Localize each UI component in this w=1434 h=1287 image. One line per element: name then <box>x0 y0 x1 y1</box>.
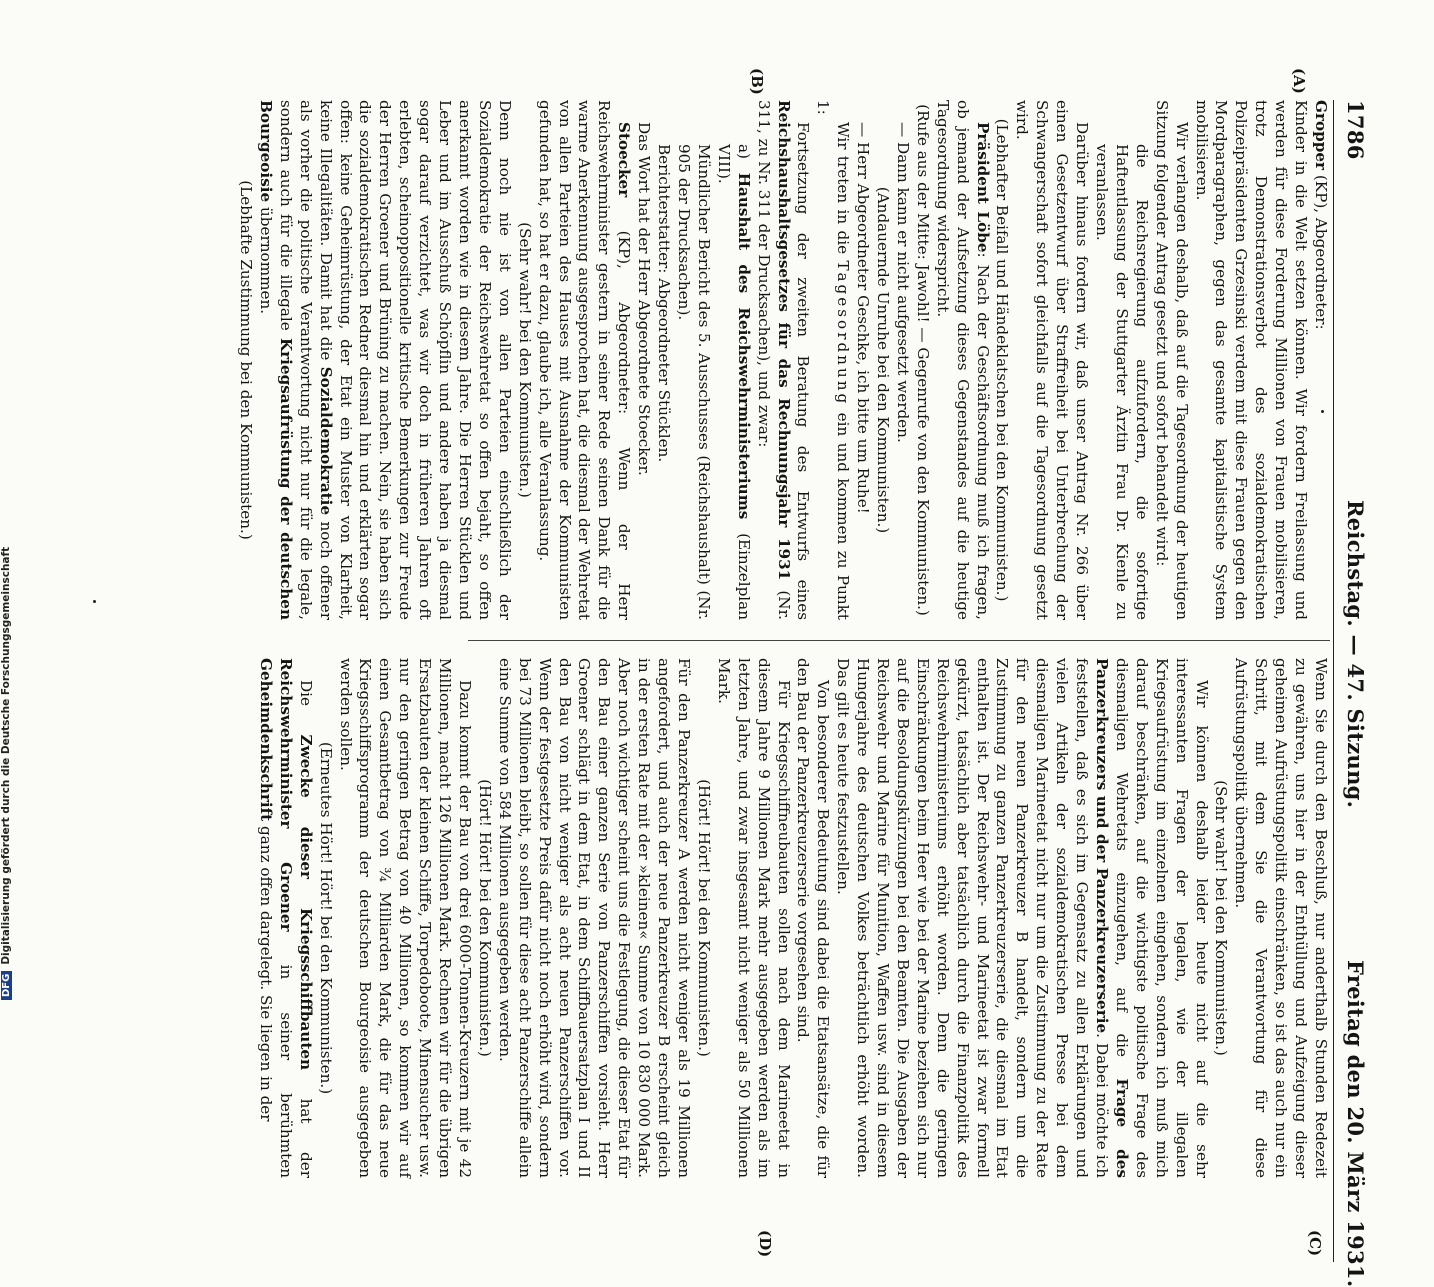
paragraph: Berichterstatter: Abgeordneter Stücklen. <box>655 144 674 463</box>
paragraph: a) Haushalt des Reichswehrministeriums (Einzelplan VIII). <box>714 144 753 620</box>
column-divider <box>468 640 1330 641</box>
paragraph: Wenn Sie durch den Beschluß, nur anderthalb Stunden Redezeit zu gewähren, uns hier in der Enthüllung und Aufzeigung dieser geheimen Aufrüstungspolitik einschränken, so ist das auch nur ein Schritt, mit dem Sie die Verantwortung für diese Aufrüstungspolitik übernehmen. <box>1232 658 1330 1178</box>
paragraph: Präsident Löbe: Nach der Geschäftsordnung muß ich fragen, ob jemand der Aufsetzung dieses Gegenstandes auf die heutige Tagesordnung widerspricht. <box>933 100 992 620</box>
paragraph: (Sehr wahr! bei den Kommunisten.) <box>515 222 534 498</box>
paragraph: die Reichsregierung aufzufordern, die sofortige Haftentlassung der Stuttgarter Ärztin Frau Dr. Kienle zu veranlassen. <box>1093 144 1151 620</box>
right-column <box>255 658 1330 1178</box>
digitization-credit <box>0 0 20 1000</box>
page-header <box>1338 100 1368 1287</box>
paragraph: (Andauernde Unruhe bei den Kommunisten.) <box>874 186 893 534</box>
header-title: Reichstag. — 47. Sitzung. <box>1343 500 1368 809</box>
paragraph: Gropper (KP), Abgeordneter: <box>1312 100 1330 330</box>
ink-speck <box>93 600 96 603</box>
paragraph: Denn noch nie ist von allen Parteien einschließlich der Sozialdemokratie der Reichswehretat so offen bejaht, so offen anerkannt worden wie in diesem Jahre. Die Herren Stücklen und Leber und im Ausschuß Schöpflin und andere haben ja diesmal sogar darauf verzichtet, was wir doch in früheren Jahren oft erlebten, scheinoppositionelle kritische Bemerkungen zur Freude der Herren Groener und Brüning zu machen. Nein, sie haben sich die sozialdemokratischen Redner diesmal hin und erklärten sogar offen: keine Geheimrüstung, der Etat ein Muster von Klarheit, keine Illegalitäten. Damit hat die Sozialdemokratie noch offener als vorher die politische Verantwortung nicht nur für die legale, sondern auch für die illegale Kriegsaufrüstung der deutschen Bourgeoisie übernommen. <box>256 100 514 620</box>
paragraph: — Herr Abgeordneter Geschke, ich bitte um Ruhe! <box>854 122 873 514</box>
left-column <box>235 100 1330 620</box>
paragraph: (Rufe aus der Mitte: Jawohl! — Gegenrufe von den Kommunisten.) <box>913 104 932 616</box>
header-rule <box>1333 100 1334 1262</box>
paragraph: Von besonderer Bedeutung sind dabei die Etatsansätze, die für den Bau der Panzerkreuzerserie vorgesehen sind. <box>794 658 833 1178</box>
margin-mark-d: (D) <box>756 1230 774 1258</box>
paragraph: Stoecker (KP), Abgeordneter: Wenn der Herr Reichswehrminister gestern in seiner Rede seinen Dank für die warme Anerkennung ausgesprochen hat, die diesmal der Wehretat von allen Parteien des Hauses mit Ausnahme der Kommunisten gefunden hat, so hat er dazu, glaube ich, alle Veranlassung. <box>535 100 634 620</box>
paragraph: — Dann kann er nicht aufgesetzt werden. <box>893 122 912 443</box>
paragraph: Wir treten in die Tagesordnung ein und kommen zu Punkt 1: <box>814 100 853 621</box>
paragraph: (Lebhafte Zustimmung bei den Kommunisten.) <box>237 180 256 540</box>
paragraph: Das Wort hat der Herr Abgeordnete Stoecker. <box>635 122 654 476</box>
paragraph: (Sehr wahr! bei den Kommunisten.) <box>1212 780 1231 1056</box>
paragraph: Fortsetzung der zweiten Beratung des Entwurfs eines Reichshaushaltsgesetzes für das Rechnungsjahr 1931 (Nr. 311, zu Nr. 311 der Drucksachen), und zwar: <box>754 100 813 620</box>
paragraph: Wir verlangen deshalb, daß auf die Tagesordnung der heutigen Sitzung folgender Antrag gesetzt und sofort behandelt wird: <box>1152 100 1191 620</box>
ink-speck <box>1321 410 1324 413</box>
margin-mark-b: (B) <box>748 68 766 95</box>
margin-mark-a: (A) <box>1290 68 1308 94</box>
paragraph: Kinder in die Welt setzen können. Wir fordern Freilassung und werden für diese Forderung Millionen von Frauen mobilisieren, trotz Demonstrationsverbot des sozialdemokratischen Polizeipräsidenten Grzesinski verdem mit diese Frauen gegen den Mordparagraphen, gegen das gesamte kapitalistische System mobilisieren. <box>1192 100 1311 620</box>
paragraph: Für den Panzerkreuzer A werden nicht weniger als 19 Millionen angefordert, und auch der neue Panzerkreuzer B erscheint gleich in der ersten Rate mit der »kleinen« Summe von 10 830 000 Mark. Aber noch wichtiger scheint uns die Festlegung, die dieser Etat für den Bau einer ganzen Serie von Panzerschiffen vorsieht. Herr Groener schlägt in dem Etat, in dem Schiffbauersatzplan I und II den Bau von nicht weniger als acht neuen Panzerschiffen vor. Wenn der festgesetzte Preis dafür nicht noch erhöht wird, sondern bei 73 Millionen bleibt, so sollen für diese acht Panzerschiffe allein eine Summe von 584 Millionen ausgegeben werden. <box>495 658 693 1178</box>
paragraph: Die Zwecke dieser Kriegsschiffbauten hat der Reichswehrminister Groener in seiner berühmten Geheimdenkschrift ganz offen dargelegt. Sie liegen in der <box>256 658 315 1178</box>
paragraph: (Hört! Hört! bei den Kommunisten.) <box>694 779 713 1057</box>
paragraph: (Hört! Hört! bei den Kommunisten.) <box>475 779 494 1057</box>
dfg-logo: DFG <box>1 971 12 1000</box>
header-date: Freitag den 20. März 1931. <box>1343 960 1368 1287</box>
paragraph: Darüber hinaus fordern wir, daß unser Antrag Nr. 266 über einen Gesetzentwurf über Straffreiheit bei Unterbrechung der Schwangerschaft sofort gleichfalls auf die Tagesordnung gesetzt wird. <box>1013 100 1092 620</box>
page-number: 1786 <box>1343 100 1368 160</box>
paragraph: (Lebhafter Beifall und Händeklatschen bei den Kommunisten.) <box>993 118 1012 602</box>
paragraph: (Erneutes Hört! Hört! bei den Kommunisten.) <box>316 741 335 1095</box>
paragraph: Für Kriegsschiffneubauten sollen nach dem Marineetat in diesem Jahre 9 Millionen Mark mehr ausgegeben werden als im letzten Jahre, und zwar insgesamt nicht weniger als 50 Millionen Mark. <box>714 658 793 1178</box>
paragraph: Wir können deshalb leider heute nicht auf die sehr interessanten Fragen der legalen, wie der illegalen Kriegsaufrüstung im einzelnen eingehen, sondern ich muß mich darauf beschränken, auf die wichtigste politische Frage des diesmaligen Wehretats einzugehen, auf die Frage des Panzerkreuzers und der Panzerkreuzerserie. Dabei möchte ich feststellen, daß es sich im Gegensatz zu allen Erklärungen und vielen Artikeln der sozialdemokratischen Presse bei dem diesmaligen Marineetat nicht nur um die Zustimmung zu der Rate für den neuen Panzerkreuzer B handelt, sondern um die Zustimmung zu ganzen Panzerkreuzerserie, die diesmal im Etat enthalten ist. Der Reichswehr- und Marineetat ist zwar formell gekürzt, tatsächlich aber tatsächlich durch die Finanzpolitik des Reichswehrministeriums erhöht worden. Denn die geringen Einschränkungen beim Heer wie bei der Marine beziehen sich nur auf die Besoldungskürzungen bei den Beamten. Die Ausgaben der Reichswehr und Marine für Munition, Waffen usw. sind in diesem Hungerjahre des deutschen Volkes beträchtlich erhöht worden. Das gilt es heute festzustellen. <box>834 658 1211 1178</box>
paragraph: Mündlicher Bericht des 5. Ausschusses (Reichshaushalt) (Nr. 905 der Drucksachen). <box>675 144 713 620</box>
credit-text: Digitalisierung gefördert durch die Deutsche Forschungsgemeinschaft <box>0 546 12 965</box>
paragraph: Dazu kommt der Bau von drei 6000-Tonnen-Kreuzern mit je 42 Millionen, macht 126 Millionen Mark. Rechnen wir für die übrigen Ersatzbauten der kleinen Schiffe, Torpedoboote, Minensucher usw. nur den geringen Betrag von 40 Millionen, so kommen wir auf einen Gesamtbetrag von ¾ Milliarden Mark, die für das neue Kriegsschiffsprogramm der deutschen Bourgeoisie ausgegeben werden sollen. <box>336 658 475 1178</box>
margin-mark-c: (C) <box>1306 1230 1324 1257</box>
